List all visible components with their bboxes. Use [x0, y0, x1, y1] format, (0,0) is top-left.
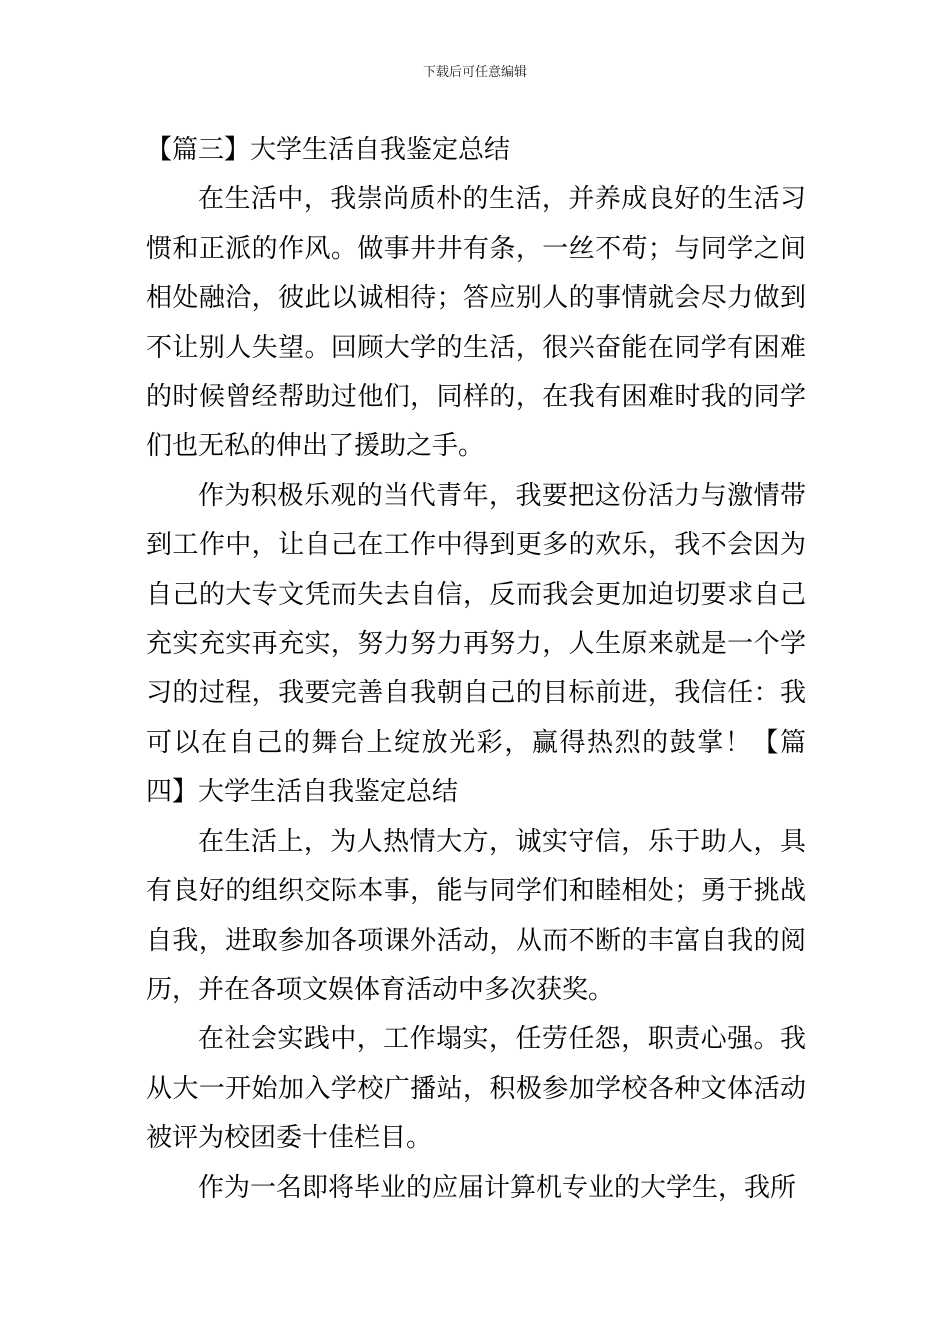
paragraph-4: 在社会实践中，工作塌实，任劳任怨，职责心强。我从大一开始加入学校广播站，积极参加学校各种文体活动被评为校团委十佳栏目。 [146, 1024, 806, 1154]
paragraph-3: 在生活上，为人热情大方，诚实守信，乐于助人，具有良好的组织交际本事，能与同学们和睦相处；勇于挑战自我，进取参加各项课外活动，从而不断的丰富自我的阅历，并在各项文娱体育活动中多次获奖。 [146, 826, 806, 1005]
paragraph-1: 在生活中，我崇尚质朴的生活，并养成良好的生活习惯和正派的作风。做事井井有条，一丝不苟；与同学之间相处融洽，彼此以诚相待；答应别人的事情就会尽力做到不让别人失望。回顾大学的生活，很兴奋能在同学有困难的时候曾经帮助过他们，同样的，在我有困难时我的同学们也无私的伸出了援助之手。 [146, 184, 806, 462]
section-title: 【篇三】大学生活自我鉴定总结 [146, 135, 511, 165]
page-header: 下载后可任意编辑 [422, 65, 527, 80]
document-body [146, 126, 806, 1213]
paragraph-2: 作为积极乐观的当代青年，我要把这份活力与激情带到工作中，让自己在工作中得到更多的欢乐，我不会因为自己的大专文凭而失去自信，反而我会更加迫切要求自己充实充实再充实，努力努力再努力，人生原来就是一个学习的过程，我要完善自我朝自己的目标前进，我信任：我可以在自己的舞台上绽放光彩，赢得热烈的鼓掌！【篇四】大学生活自我鉴定总结 [146, 480, 806, 808]
paragraph-5: 作为一名即将毕业的应届计算机专业的大学生，我所 [198, 1172, 797, 1203]
